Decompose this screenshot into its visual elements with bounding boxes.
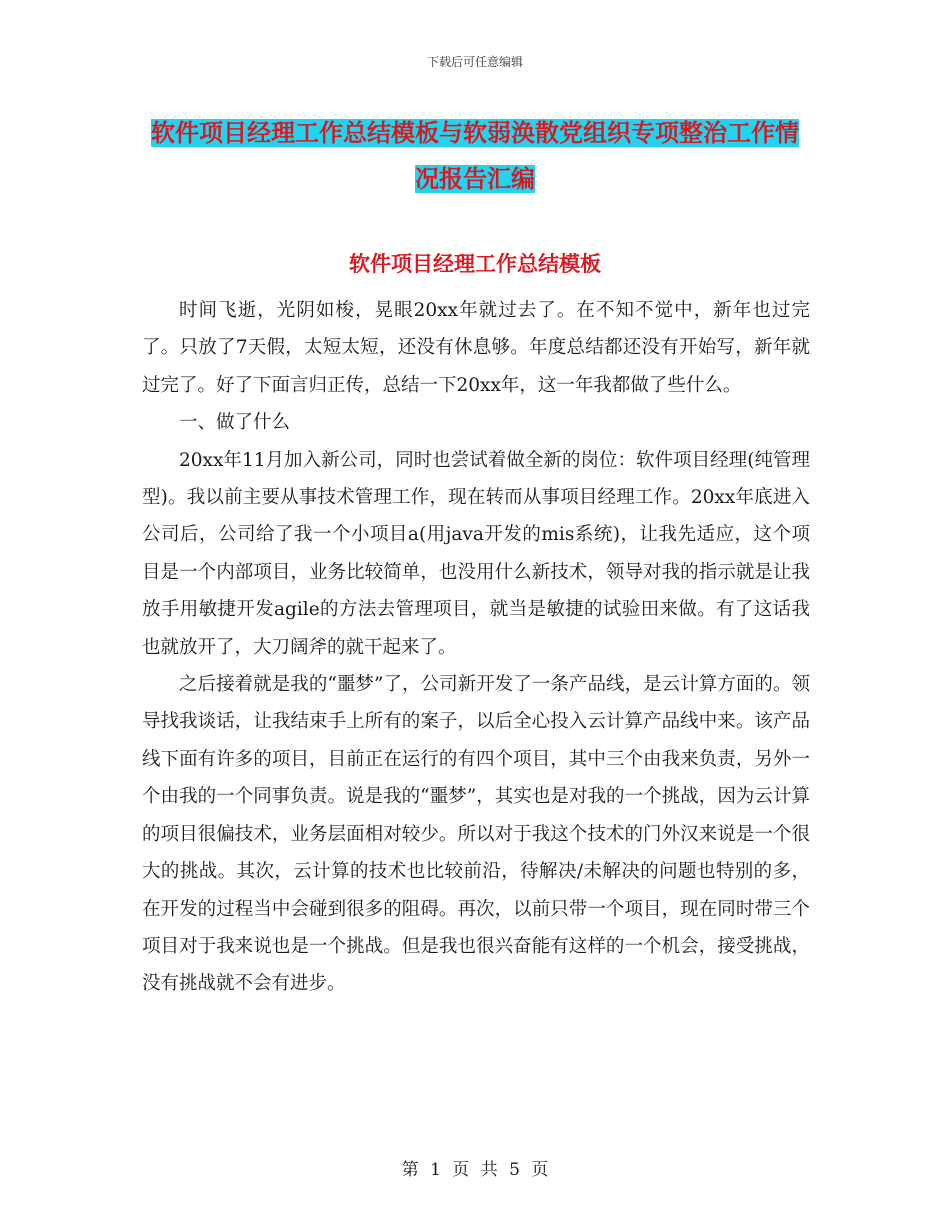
document-title xyxy=(140,110,810,202)
document-body xyxy=(142,292,810,1003)
document-title-text: 软件项目经理工作总结模板与软弱涣散党组织专项整治工作情况报告汇编 xyxy=(151,119,799,193)
section-title: 软件项目经理工作总结模板 xyxy=(349,252,601,276)
page-header-note: 下载后可任意编辑 xyxy=(426,55,523,69)
paragraph: 20xx年11月加入新公司，同时也尝试着做全新的岗位：软件项目经理(纯管理型)。我以前主要从事技术管理工作，现在转而从事项目经理工作。20xx年底进入公司后，公司给了我一个小项目a(用java开发的mis系统)，让我先适应，这个项目是一个内部项目，业务比较简单，也没用什么新技术，领导对我的指示就是让我放手用敏捷开发agile的方法去管理项目，就当是敏捷的试验田来做。有了这话我也就放开了，大刀阔斧的就干起来了。 xyxy=(142,449,810,658)
paragraph: 时间飞逝，光阴如梭，晃眼20xx年就过去了。在不知不觉中，新年也过完了。只放了7天假，太短太短，还没有休息够。年度总结都还没有开始写，新年就过完了。好了下面言归正传，总结一下20xx年，这一年我都做了些什么。 xyxy=(142,300,810,396)
page-number: 第 1 页 共 5 页 xyxy=(401,1160,549,1180)
paragraph: 之后接着就是我的“噩梦”了，公司新开发了一条产品线，是云计算方面的。领导找我谈话，让我结束手上所有的案子，以后全心投入云计算产品线中来。该产品线下面有许多的项目，目前正在运行的有四个项目，其中三个由我来负责，另外一个由我的一个同事负责。说是我的“噩梦”，其实也是对我的一个挑战，因为云计算的项目很偏技术，业务层面相对较少。所以对于我这个技术的门外汉来说是一个很大的挑战。其次，云计算的技术也比较前沿，待解决/未解决的问题也特别的多，在开发的过程当中会碰到很多的阻碍。再次，以前只带一个项目，现在同时带三个项目对于我来说也是一个挑战。但是我也很兴奋能有这样的一个机会，接受挑战，没有挑战就不会有进步。 xyxy=(142,674,810,995)
paragraph-heading: 一、做了什么 xyxy=(179,412,291,434)
